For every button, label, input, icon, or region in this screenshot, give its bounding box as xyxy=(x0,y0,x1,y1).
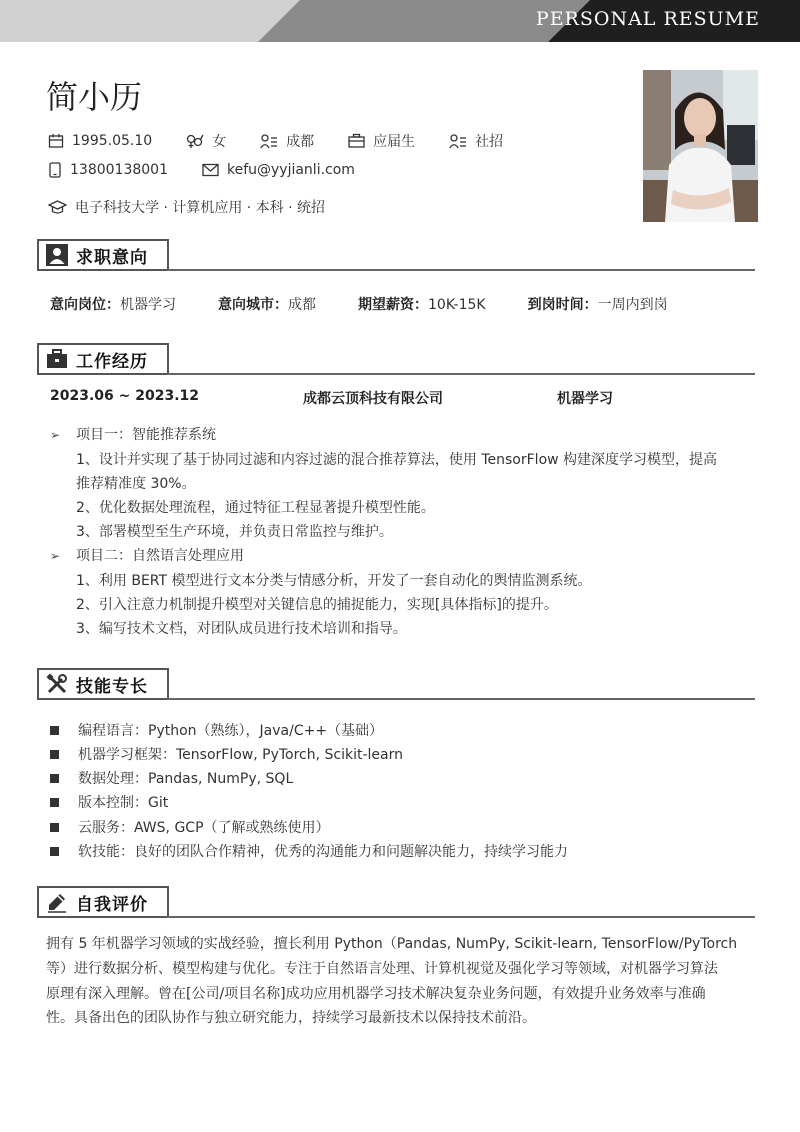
intent-city-label: 意向城市： xyxy=(218,297,288,313)
section-evaluation-title: 自我评价 xyxy=(76,894,148,915)
info-row-basic xyxy=(48,131,537,151)
email-icon xyxy=(202,163,219,177)
tools-icon xyxy=(44,671,70,697)
email-item xyxy=(202,162,355,178)
project-line: 推荐精准度 30%。 xyxy=(76,476,196,492)
gender-item xyxy=(186,131,226,151)
square-bullet-icon xyxy=(50,726,59,735)
email-text: kefu@yyjianli.com xyxy=(226,162,355,178)
city-text: 成都 xyxy=(286,134,315,150)
section-experience-title: 工作经历 xyxy=(76,351,148,372)
project-title xyxy=(50,424,216,444)
person-list-icon xyxy=(449,133,467,149)
skill-text: 数据处理：Pandas, NumPy, SQL xyxy=(78,771,294,787)
birthday-item xyxy=(48,133,152,149)
project-line: 3、编写技术文档，对团队成员进行技术培训和指导。 xyxy=(76,621,407,637)
section-divider xyxy=(167,269,755,271)
candidate-name: 简小历 xyxy=(46,78,143,116)
section-intent xyxy=(37,239,755,273)
intent-row xyxy=(50,294,710,314)
evaluation-line: 性。具备出色的团队协作与独立研究能力，持续学习最新技术以保持技术前沿。 xyxy=(46,1010,536,1026)
skill-item xyxy=(50,841,568,861)
section-skills-title: 技能专长 xyxy=(76,676,148,697)
top-banner xyxy=(0,0,800,42)
arrow-bullet-icon: ➢ xyxy=(50,428,61,442)
skill-text: 云服务：AWS, GCP（了解或熟练使用） xyxy=(78,820,330,836)
phone-icon xyxy=(48,162,62,178)
skill-text: 编程语言：Python（熟练），Java/C++（基础） xyxy=(78,723,384,739)
skill-item xyxy=(50,744,403,764)
section-experience-tab xyxy=(37,343,169,375)
intent-arrival-value: 一周内到岗 xyxy=(597,297,668,313)
intent-city xyxy=(218,294,316,314)
intent-salary-label: 期望薪资： xyxy=(358,297,428,313)
pen-icon xyxy=(44,889,70,915)
section-evaluation xyxy=(37,886,755,920)
square-bullet-icon xyxy=(50,774,59,783)
info-row-contact xyxy=(48,162,389,178)
education-text: 电子科技大学 · 计算机应用 · 本科 · 统招 xyxy=(75,200,326,216)
section-intent-tab xyxy=(37,239,169,271)
square-bullet-icon xyxy=(50,823,59,832)
skill-item xyxy=(50,768,293,788)
skill-text: 版本控制：Git xyxy=(78,795,169,811)
square-bullet-icon xyxy=(50,750,59,759)
briefcase-icon xyxy=(348,133,365,149)
profile-photo xyxy=(643,70,758,222)
job-period: 2023.06 ~ 2023.12 xyxy=(50,388,200,404)
project-line: 2、引入注意力机制提升模型对关键信息的捕捉能力，实现[具体指标]的提升。 xyxy=(76,597,558,613)
section-skills xyxy=(37,668,755,702)
status-text: 应届生 xyxy=(373,134,416,150)
skill-item xyxy=(50,792,168,812)
intent-salary-value: 10K-15K xyxy=(428,297,486,313)
phone-text: 13800138001 xyxy=(70,162,168,178)
job-role: 机器学习 xyxy=(557,391,613,407)
project-title xyxy=(50,545,244,565)
project-line: 3、部署模型至生产环境，并负责日常监控与维护。 xyxy=(76,524,393,540)
graduation-cap-icon xyxy=(48,199,67,215)
intent-salary xyxy=(358,294,486,314)
briefcase-icon xyxy=(44,346,70,372)
skill-item xyxy=(50,720,383,740)
project2-title: 项目二：自然语言处理应用 xyxy=(76,548,244,564)
project-line: 2、优化数据处理流程，通过特征工程显著提升模型性能。 xyxy=(76,500,435,516)
skill-item xyxy=(50,817,330,837)
section-divider xyxy=(167,916,755,918)
intent-city-value: 成都 xyxy=(288,297,316,313)
evaluation-line: 拥有 5 年机器学习领域的实战经验，擅长利用 Python（Pandas, NumPy, Scikit-learn, TensorFlow/PyTorch xyxy=(46,936,738,952)
city-item xyxy=(260,131,314,151)
square-bullet-icon xyxy=(50,798,59,807)
project1-title: 项目一：智能推荐系统 xyxy=(76,427,216,443)
section-divider xyxy=(167,373,755,375)
status-item xyxy=(348,131,415,151)
intent-arrival-label: 到岗时间： xyxy=(527,297,598,313)
info-row-education xyxy=(48,197,359,217)
project-line: 1、设计并实现了基于协同过滤和内容过滤的混合推荐算法，使用 TensorFlow 构建深度学习模型，提高 xyxy=(76,452,718,468)
section-skills-tab xyxy=(37,668,169,700)
banner-title: PERSONAL RESUME xyxy=(535,8,760,30)
section-experience xyxy=(37,343,755,377)
calendar-icon xyxy=(48,133,64,149)
profile-photo-graphic xyxy=(643,70,758,222)
project-line: 1、利用 BERT 模型进行文本分类与情感分析，开发了一套自动化的舆情监测系统。 xyxy=(76,573,592,589)
arrow-bullet-icon: ➢ xyxy=(50,549,61,563)
skill-text: 机器学习框架：TensorFlow, PyTorch, Scikit-learn xyxy=(78,747,403,763)
birthday-text: 1995.05.10 xyxy=(72,133,153,149)
intent-position xyxy=(50,294,176,314)
gender-text: 女 xyxy=(212,134,227,150)
user-icon xyxy=(44,242,70,268)
section-intent-title: 求职意向 xyxy=(76,247,148,268)
recruit-text: 社招 xyxy=(475,134,504,150)
intent-position-label: 意向岗位： xyxy=(50,297,120,313)
job-company: 成都云顶科技有限公司 xyxy=(303,391,443,407)
person-list-icon xyxy=(260,133,278,149)
section-divider xyxy=(167,698,755,700)
gender-icon xyxy=(186,133,204,149)
square-bullet-icon xyxy=(50,847,59,856)
section-evaluation-tab xyxy=(37,886,169,918)
recruit-item xyxy=(449,131,503,151)
skill-text: 软技能：良好的团队合作精神，优秀的沟通能力和问题解决能力，持续学习能力 xyxy=(78,844,568,860)
evaluation-line: 等）进行数据分析、模型构建与优化。专注于自然语言处理、计算机视觉及强化学习等领域，对机器学习算法 xyxy=(46,961,718,977)
education-item xyxy=(48,197,325,217)
evaluation-line: 原理有深入理解。曾在[公司/项目名称]成功应用机器学习技术解决复杂业务问题，有效提升业务效率与准确 xyxy=(46,986,706,1002)
intent-position-value: 机器学习 xyxy=(120,297,176,313)
phone-item xyxy=(48,162,168,178)
intent-arrival xyxy=(528,294,668,314)
